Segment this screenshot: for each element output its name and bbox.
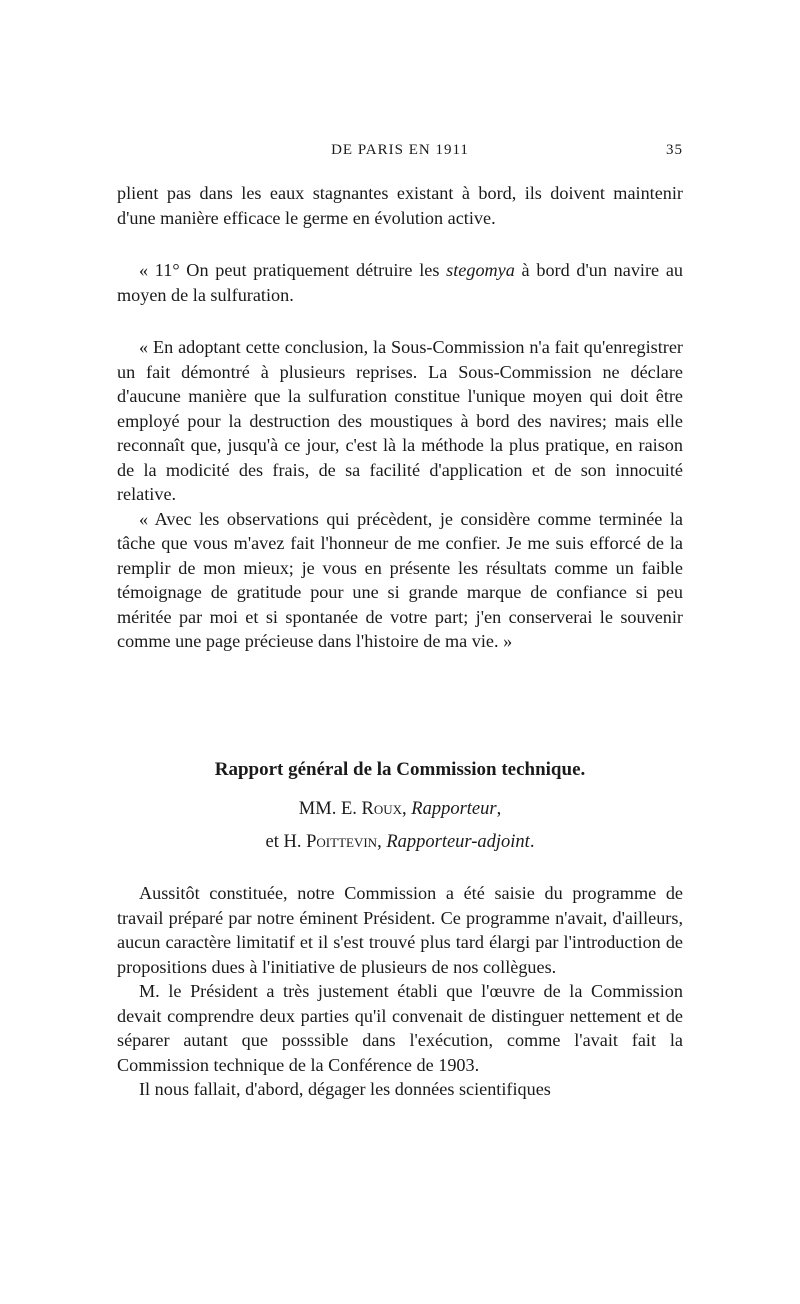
author-line-2 xyxy=(117,829,683,855)
author2-prefix: et H. xyxy=(265,832,307,852)
paragraph-2-end: à bord d'un navire au moyen de la sulfuration. xyxy=(117,260,683,305)
paragraph-conclusion-11 xyxy=(117,258,683,307)
author1-role: Rapporteur xyxy=(411,799,497,819)
author1-prefix: MM. E. xyxy=(298,799,362,819)
paragraph-1: plient pas dans les eaux stagnantes existant à bord, ils doivent maintenir d'une manière efficace le germe en évolution active. xyxy=(117,183,683,228)
section-heading: Rapport général de la Commission technique. xyxy=(214,759,586,780)
paragraph-7: Il nous fallait, d'abord, dégager les données scientifiques xyxy=(139,1079,551,1099)
author1-sep: , xyxy=(402,799,412,819)
body-text xyxy=(117,881,683,1102)
author2-suffix: . xyxy=(529,832,535,852)
page-number: 35 xyxy=(666,142,683,158)
author-line-1 xyxy=(117,796,683,822)
author1-suffix: , xyxy=(496,799,502,819)
running-head-title: DE PARIS EN 1911 xyxy=(331,142,469,158)
author2-role: Rapporteur-adjoint xyxy=(386,832,530,852)
paragraph-5: Aussitôt constituée, notre Commission a été saisie du programme de travail préparé par notre éminent Président. Ce programme n'avait, d'ailleurs, aucun caractère limitatif et il s'est trouvé plus tard élargi par l'introduction de propositions dues à l'initiative de plusieurs de nos collègues. xyxy=(117,883,683,977)
paragraph-2 xyxy=(117,258,683,307)
running-head xyxy=(117,142,683,166)
paragraph-continuation xyxy=(117,181,683,230)
paragraph-2-italic: stegomya xyxy=(446,260,515,280)
author2-sep: , xyxy=(377,832,387,852)
author1-name: Roux xyxy=(361,799,403,819)
paragraph-4: « Avec les observations qui précèdent, je considère comme terminée la tâche que vous m'avez fait l'honneur de me confier. Je me suis efforcé de la remplir de mon mieux; je vous en présente les résultats comme un faible témoignage de gratitude pour une si grande marque de confiance si peu méritée par moi et si spontanée de votre part; j'en conserverai le souvenir comme une page précieuse dans l'histoire de ma vie. » xyxy=(117,508,683,651)
paragraph-group-quote xyxy=(117,335,683,654)
paragraph-6: M. le Président a très justement établi que l'œuvre de la Commission devait comprendre deux parties qu'il convenait de distinguer nettement et de séparer autant que posssible dans l'exécution, comme l'avait fait la Commission technique de la Conférence de 1903. xyxy=(117,981,683,1075)
paragraph-3: « En adoptant cette conclusion, la Sous-Commission n'a fait qu'enregistrer un fait démontré à plusieurs reprises. La Sous-Commission ne déclare d'aucune manière que la sulfuration constitue l'unique moyen qui doit être employé pour la destruction des moustiques à bord des navires; mais elle reconnaît que, jusqu'à ce jour, c'est là la méthode la plus pratique, en raison de la modicité des frais, de sa facilité d'application et de son innocuité relative. xyxy=(117,337,683,504)
paragraph-2-start: « 11° On peut pratiquement détruire les xyxy=(139,260,447,280)
author2-name: Poittevin xyxy=(306,832,378,852)
